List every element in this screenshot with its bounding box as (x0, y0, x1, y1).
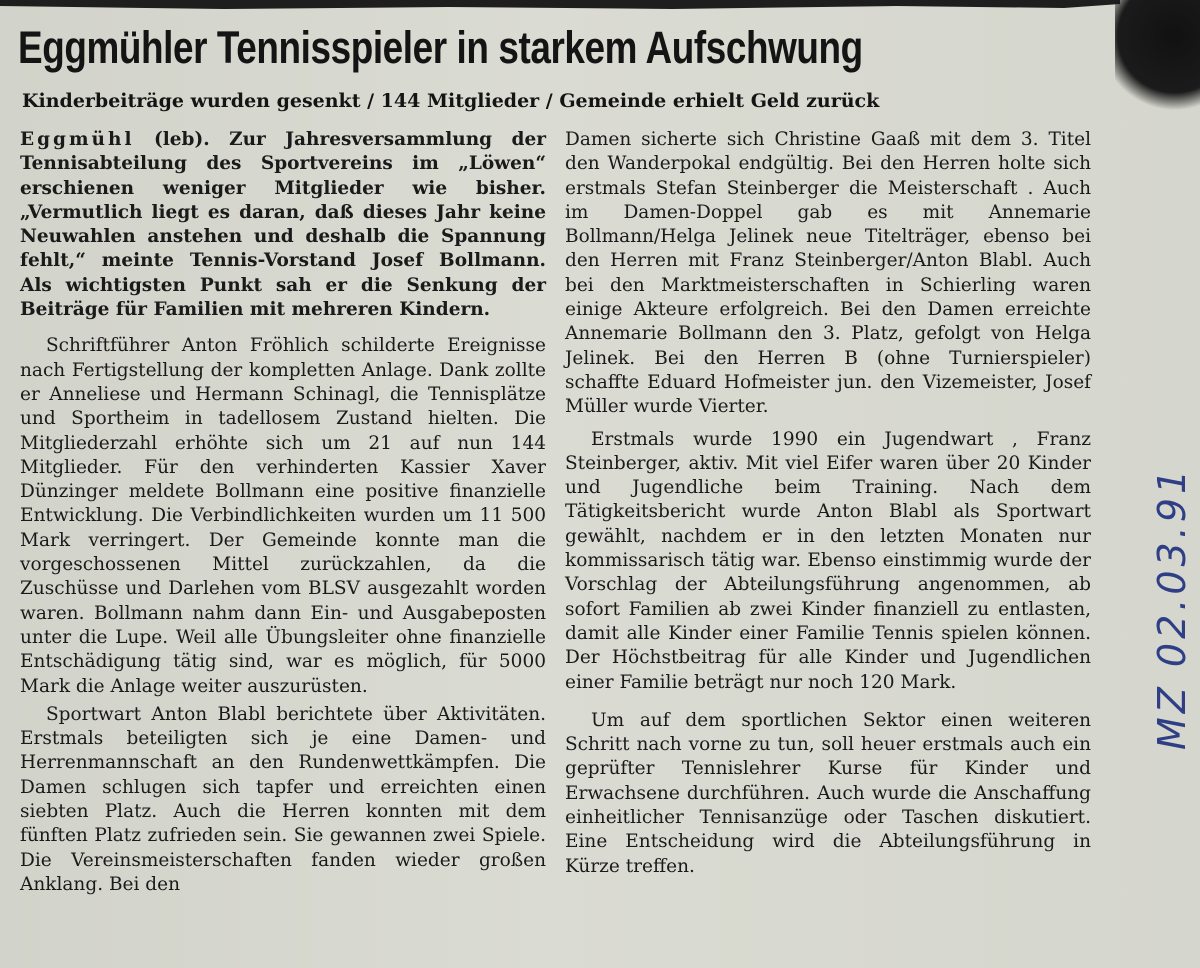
article-intro (20, 128, 546, 322)
background-corner (1115, 0, 1200, 120)
paragraph: Damen sicherte sich Christine Gaaß mit dem 3. Titel den Wanderpokal endgültig. Bei den Herren holte sich erstmals Stefan Steinberger die Meisterschaft . Auch im Damen-Doppel gab es mit Annemarie Bollmann/Helga Jelinek neue Titelträger, ebenso bei den Herren mit Franz Steinberger/Anton Blabl. Auch bei den Marktmeisterschaften in Schierling waren einige Akteure erfolgreich. Bei den Damen erreichte Annemarie Bollmann den 3. Platz, gefolgt von Helga Jelinek. Bei den Herren B (ohne Turnierspieler) schaffte Eduard Hofmeister jun. den Vizemeister, Josef Müller wurde Vierter. (565, 129, 1091, 418)
article-column-left (20, 128, 546, 897)
dateline: Eggmühl (20, 129, 135, 150)
intro-text: (leb). Zur Jahresversammlung der Tennisabteilung des Sportvereins im „Löwen“ erschienen weniger Mitglieder wie bisher. „Vermutlich liegt es daran, daß dieses Jahr keine Neuwahlen anstehen und deshalb die Spannung fehlt,“ meinte Tennis-Vorstand Josef Bollmann. Als wichtigsten Punkt sah er die Senkung der Beiträge für Familien mit mehreren Kindern. (20, 129, 546, 321)
paragraph: Um auf dem sportlichen Sektor einen weiteren Schritt nach vorne zu tun, soll heuer erstmals auch ein geprüfter Tennislehrer Kurse für Kinder und Erwachsene durchführen. Auch wurde die Anschaffung einheitlicher Tennisanzüge oder Taschen diskutiert. Eine Entscheidung wird die Abteilungsführung in Kürze treffen. (565, 709, 1091, 877)
torn-top-edge (0, 0, 1120, 10)
paragraph: Sportwart Anton Blabl berichtete über Aktivitäten. Erstmals beteiligten sich je eine Damen- und Herrenmannschaft an den Rundenwettkämpfen. Die Damen schlugen sich tapfer und erreichten einen siebten Platz. Auch die Herren konnten mit dem fünften Platz zufrieden sein. Sie gewannen zwei Spiele. Die Vereinsmeisterschaften fanden wieder großen Anklang. Bei den (20, 703, 546, 895)
article-headline: Eggmühler Tennisspieler in starkem Aufschwung (18, 22, 863, 73)
handwritten-date-note: MZ 02.03.91 (1150, 465, 1194, 750)
paragraph: Schriftführer Anton Fröhlich schilderte Ereignisse nach Fertigstellung der kompletten Anlage. Dank zollte er Anneliese und Hermann Schinagl, die Tennisplätze und Sportheim in tadellosem Zustand hielten. Die Mitgliederzahl erhöhte sich um 21 auf nun 144 Mitglieder. Für den verhinderten Kassier Xaver Dünzinger meldete Bollmann eine positive finanzielle Entwicklung. Die Verbindlichkeiten wurden um 11 500 Mark verringert. Der Gemeinde konnte man die vorgeschossenen Mittel zurückzahlen, da die Zuschüsse und Darlehen vom BLSV ausgezahlt worden waren. Bollmann nahm dann Ein- und Ausgabeposten unter die Lupe. Weil alle Übungsleiter ohne finanzielle Entschädigung tätig sind, war es möglich, für 5000 Mark die Anlage weiter auszurüsten. (20, 335, 546, 697)
handwritten-annotation (1130, 430, 1194, 770)
article-subheadline: Kinderbeiträge wurden gesenkt / 144 Mitglieder / Gemeinde erhielt Geld zurück (22, 90, 880, 112)
paragraph: Erstmals wurde 1990 ein Jugendwart , Franz Steinberger, aktiv. Mit viel Eifer waren über 20 Kinder und Jugendliche beim Training. Nach dem Tätigkeitsbericht wurde Anton Blabl als Sportwart gewählt, nachdem er in den letzten Monaten nur kommissarisch tätig war. Ebenso einstimmig wurde der Vorschlag der Abteilungsführung angenommen, ab sofort Familien ab zwei Kinder finanziell zu entlasten, damit alle Kinder einer Familie Tennis spielen können. Der Höchstbeitrag für alle Kinder und Jugendlichen einer Familie beträgt nur noch 120 Mark. (565, 428, 1091, 693)
article-column-right (565, 128, 1091, 879)
